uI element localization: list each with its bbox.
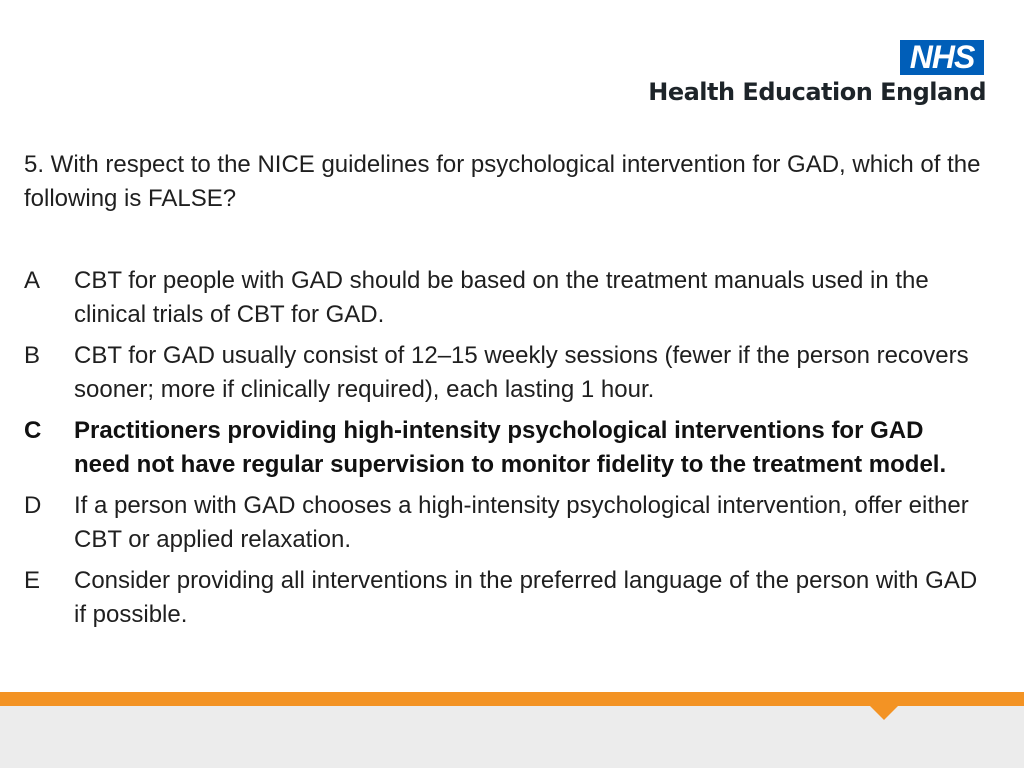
nhs-badge: NHS <box>900 40 984 75</box>
option-text: CBT for GAD usually consist of 12–15 weekly sessions (fewer if the person recovers sooner; more if clinically required), each lasting 1 hour. <box>74 342 969 403</box>
option-letter: C <box>24 417 42 444</box>
footer-accent-line <box>0 692 1024 706</box>
option-b <box>24 339 984 407</box>
option-a <box>24 264 984 332</box>
hee-logo <box>636 40 986 112</box>
option-text: Consider providing all interventions in the preferred language of the person with GAD if possible. <box>74 567 978 628</box>
option-d <box>24 489 984 557</box>
answer-options <box>24 264 984 639</box>
option-c-highlighted <box>24 414 984 482</box>
option-letter: D <box>24 492 42 519</box>
organisation-name: Health Education England <box>648 78 986 106</box>
footer-notch <box>870 706 898 720</box>
option-text: If a person with GAD chooses a high-intensity psychological intervention, offer either CBT or applied relaxation. <box>74 492 969 553</box>
option-letter: B <box>24 342 41 369</box>
option-letter: A <box>24 267 41 294</box>
option-text: CBT for people with GAD should be based on the treatment manuals used in the clinical trials of CBT for GAD. <box>74 267 929 328</box>
option-text: Practitioners providing high-intensity psychological interventions for GAD need not have regular supervision to monitor fidelity to the treatment model. <box>74 417 947 478</box>
option-e <box>24 564 984 632</box>
option-letter: E <box>24 567 41 594</box>
question-text: 5. With respect to the NICE guidelines for psychological intervention for GAD, which of the following is FALSE? <box>24 151 981 212</box>
